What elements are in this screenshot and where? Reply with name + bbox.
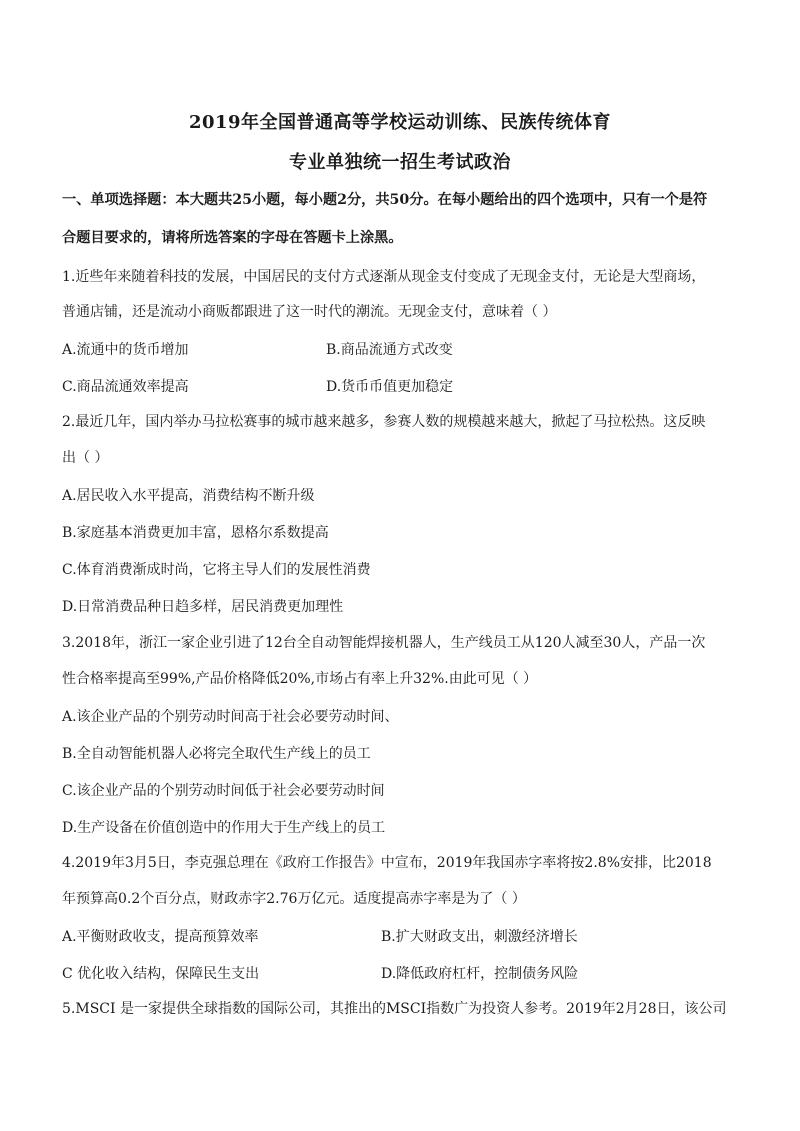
q4-stem-line1: 4.2019年3月5日，李克强总理在《政府工作报告》中宣布，2019年我国赤字率将按2.8%安排，比2018: [62, 855, 712, 871]
section-instruction-line1: 一、单项选择题：本大题共25小题，每小题2分，共50分。在每小题给出的四个选项中，只有一个是符: [62, 192, 708, 208]
q2-stem-line2: 出（ ）: [62, 450, 109, 466]
exam-title-line1: 2019年全国普通高等学校运动训练、民族传统体育: [188, 112, 612, 133]
q3-option-c: C.该企业产品的个别劳动时间低于社会必要劳动时间: [62, 783, 385, 799]
q4-option-c: C 优化收入结构，保障民生支出: [62, 966, 260, 982]
q4-option-a: A.平衡财政收支，提高预算效率: [62, 929, 259, 945]
q1-option-d: D.货币币值更加稳定: [326, 379, 454, 395]
q3-stem-line1: 3.2018年，浙江一家企业引进了12台全自动智能焊接机器人，生产线员工从120人减至30人，产品一次: [62, 635, 706, 651]
q4-stem-line2: 年预算高0.2个百分点，财政赤字2.76万亿元。适度提高赤字率是为了（ ）: [62, 891, 526, 907]
q3-option-b: B.全自动智能机器人必将完全取代生产线上的员工: [62, 746, 371, 762]
q3-stem-line2: 性合格率提高至99%,产品价格降低20%,市场占有率上升32%.由此可见（ ）: [62, 671, 538, 687]
q2-option-c: C.体育消费渐成时尚，它将主导人们的发展性消费: [62, 562, 371, 578]
q2-option-b: B.家庭基本消费更加丰富，恩格尔系数提高: [62, 525, 329, 541]
q1-stem-line1: 1.近些年来随着科技的发展，中国居民的支付方式逐渐从现金支付变成了无现金支付，无论是大型商场，: [62, 269, 706, 285]
q2-stem-line1: 2.最近几年，国内举办马拉松赛事的城市越来越多，参赛人数的规模越来越大，掀起了马拉松热。这反映: [62, 414, 706, 430]
q1-option-c: C.商品流通效率提高: [62, 379, 189, 395]
q1-stem-line2: 普通店铺，还是流动小商贩都跟进了这一时代的潮流。无现金支付，意味着（ ）: [62, 304, 557, 320]
q4-option-b: B.扩大财政支出，刺激经济增长: [381, 929, 578, 945]
q3-option-d: D.生产设备在价值创造中的作用大于生产线上的员工: [62, 820, 386, 836]
q5-stem-line1: 5.MSCI 是一家提供全球指数的国际公司，其推出的MSCI指数广为投资人参考。2019年2月28日，该公司: [62, 1001, 727, 1017]
q1-option-a: A.流通中的货币增加: [62, 342, 189, 358]
q2-option-a: A.居民收入水平提高，消费结构不断升级: [62, 488, 315, 504]
q4-option-d: D.降低政府杠杆，控制债务风险: [381, 966, 579, 982]
q3-option-a: A.该企业产品的个别劳动时间高于社会必要劳动时间、: [62, 709, 399, 725]
exam-title-line2: 专业单独统一招生考试政治: [289, 152, 511, 173]
section-instruction-line2: 合题目要求的，请将所选答案的字母在答题卡上涂黑。: [62, 230, 403, 246]
q2-option-d: D.日常消费品种日趋多样，居民消费更加理性: [62, 599, 344, 615]
q1-option-b: B.商品流通方式改变: [326, 342, 453, 358]
